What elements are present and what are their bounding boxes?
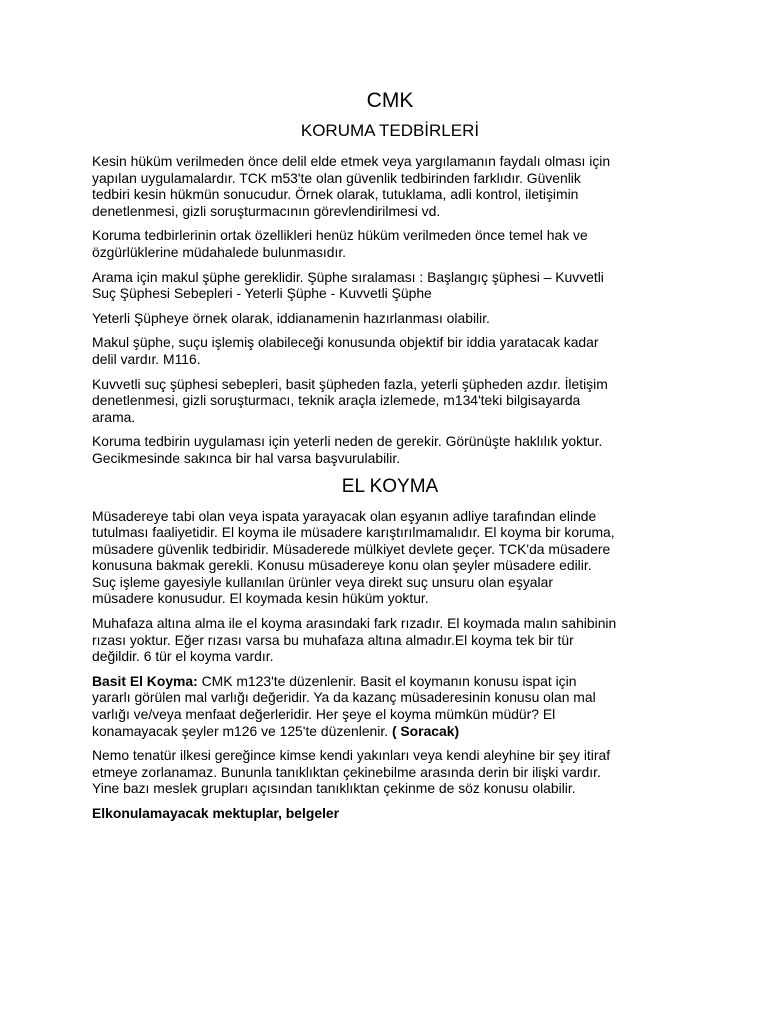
paragraph: Yeterli Şüpheye örnek olarak, iddianamenin hazırlanması olabilir. xyxy=(92,309,490,326)
paragraph: Nemo tenatür ilkesi gereğince kimse kendi yakınları veya kendi aleyhine bir şey itiraf etmeye zorlanamaz. Bununla tanıklıktan çekinebilme arasında derin bir ilişki vardır. Yine bazı meslek grupları açısından tanıklıktan çekinme de söz konusu olabilir. xyxy=(92,747,611,797)
paragraph: Arama için makul şüphe gereklidir. Şüphe sıralaması : Başlangıç şüphesi – Kuvvetli Suç Şüphesi Sebepleri - Yeterli Şüphe - Kuvvetli Şüphe xyxy=(92,268,604,302)
basit-el-koyma-paragraph xyxy=(92,673,688,739)
paragraph: Koruma tedbirin uygulaması için yeterli neden de gerekir. Görünüşte haklılık yoktur. Gecikmesinde sakınca bir hal varsa başvurulabilir. xyxy=(92,433,603,466)
document-title: CMK xyxy=(366,89,414,112)
paragraph: Muhafaza altına alma ile el koyma arasındaki fark rızadır. El koymada malın sahibinin rızası yoktur. Eğer rızası varsa bu muhafaza altına almadır.El koyma tek bir tür değildir. 6 tür el koyma vardır. xyxy=(92,615,617,665)
paragraph: Koruma tedbirlerinin ortak özellikleri henüz hüküm verilmeden önce temel hak ve özgürlüklerine müdahalede bulunmasıdır. xyxy=(92,227,588,260)
basit-el-koyma-text: CMK m123'te düzenlenir. Basit el koymanın konusu ispat için yararlı görülen mal varlığı değeridir. Ya da kazanç müsaderesinin konusu olan mal varlığı ve/veya menfaat değerleridir. Her şeye el koyma mümkün müdür? El konamayacak şeyler m126 ve 125'te düzenlenir. xyxy=(92,672,596,739)
document-subtitle: KORUMA TEDBİRLERİ xyxy=(300,121,480,140)
basit-el-koyma-label: Basit El Koyma: xyxy=(92,672,198,689)
document-page xyxy=(92,88,688,830)
soracak-note: ( Soracak) xyxy=(391,722,460,739)
paragraph: Kuvvetli suç şüphesi sebepleri, basit şüpheden fazla, yeterli şüpheden azdır. İletişim denetlenmesi, gizli soruşturmacı, teknik araçla izlemede, m134'teki bilgisayarda arama. xyxy=(92,375,608,425)
paragraph: Müsadereye tabi olan veya ispata yarayacak olan eşyanın adliye tarafından elinde tutulması faaliyetidir. El koyma ile müsadere karıştırılmamalıdır. El koyma bir koruma, müsadere güvenlik tedbiridir. Müsaderede mülkiyet devlete geçer. TCK'da müsadere konusuna bakmak gerekli. Konusu müsadereye konu olan şeyler müsadere edilir. Suç işleme gayesiyle kullanılan ürünler veya direkt suç unsuru olan eşyalar müsadere konusudur. El koymada kesin hüküm yoktur. xyxy=(92,507,615,607)
paragraph: Kesin hüküm verilmeden önce delil elde etmek veya yargılamanın faydalı olması için yapılan uygulamalardır. TCK m53'te olan güvenlik tedbirinden farklıdır. Güvenlik tedbiri kesin hükmün sonucudur. Örnek olarak, tutuklama, adli kontrol, iletişimin denetlenmesi, gizli soruşturmacının görevlendirilmesi vd. xyxy=(92,153,611,219)
paragraph: Makul şüphe, suçu işlemiş olabileceği konusunda objektif bir iddia yaratacak kadar delil vardır. M116. xyxy=(92,334,599,367)
bold-heading: Elkonulamayacak mektuplar, belgeler xyxy=(92,805,340,821)
section-title: EL KOYMA xyxy=(341,475,439,497)
